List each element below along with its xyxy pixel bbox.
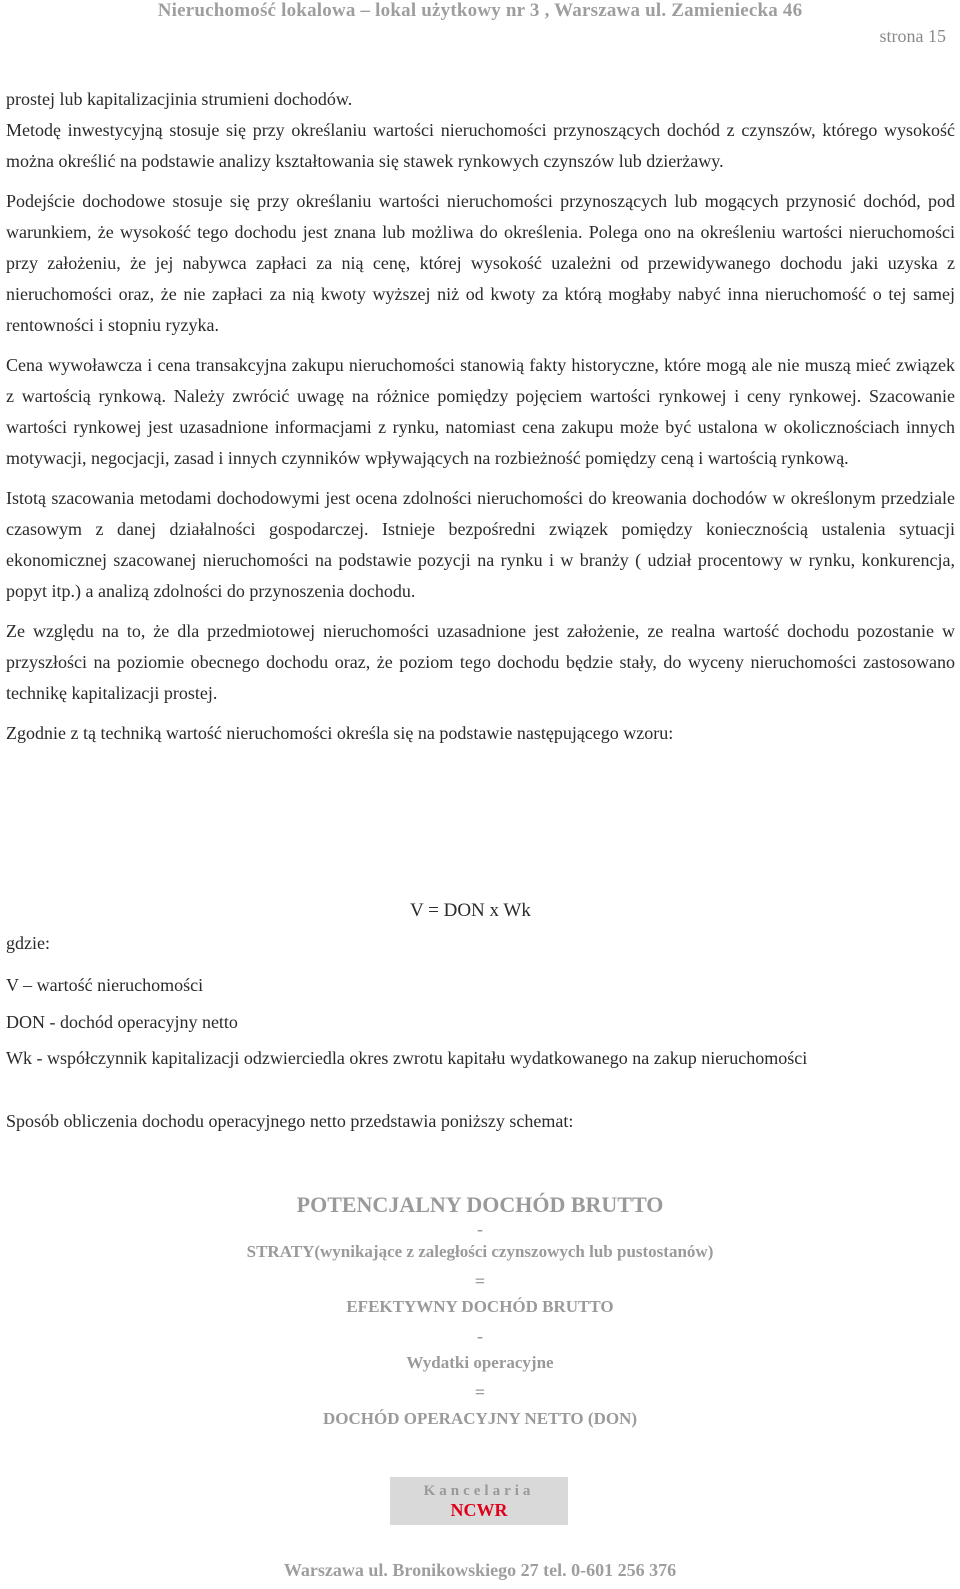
definition-wk: Wk - współczynnik kapitalizacji odzwierciedla okres zwrotu kapitału wydatkowanego na zakup nieruchomości (6, 1048, 808, 1068)
scheme-net-operating-income: DOCHÓD OPERACYJNY NETTO (DON) (322, 1409, 638, 1428)
footer-address: Warszawa ul. Bronikowskiego 27 tel. 0-601 256 376 (283, 1560, 677, 1580)
paragraph-6: Ze względu na to, że dla przedmiotowej nieruchomości uzasadnione jest założenie, ze realna wartość dochodu pozostanie w przyszłości na poziomie obecnego dochodu oraz, że poziom tego dochodu będzie stały, do wyceny nieruchomości zastosowano technikę kapitalizacji prostej. (6, 621, 955, 703)
header-title: Nieruchomość lokalowa – lokal użytkowy nr 3 , Warszawa ul. Zamieniecka 46 (157, 0, 803, 21)
logo-text-ncwr: NCWR (450, 1500, 508, 1520)
paragraph-5: Istotą szacowania metodami dochodowymi jest ocena zdolności nieruchomości do kreowania dochodów w określonym przedziale czasowym z danej działalności gospodarczej. Istnieje bezpośredni związek pomiędzy koniecznością ustalenia sytuacji ekonomicznej szacowanej nieruchomości na podstawie pozycji na rynku i w branży ( udział procentowy w rynku, konkurencja, popyt itp.) a analizą zdolności do przynoszenia dochodu. (6, 488, 955, 601)
scheme-operating-expenses: Wydatki operacyjne (406, 1353, 554, 1372)
definitions-intro: gdzie: (6, 933, 50, 953)
paragraph-1: prostej lub kapitalizacjinia strumieni dochodów. (6, 89, 353, 109)
definition-v: V – wartość nieruchomości (6, 975, 204, 995)
scheme-operator-equals: = (474, 1382, 486, 1402)
scheme-operator-equals: = (474, 1271, 486, 1291)
body-text (6, 84, 955, 749)
definition-don: DON - dochód operacyjny netto (6, 1012, 238, 1032)
scheme-operator-minus: - (477, 1219, 483, 1239)
scheme-losses: STRATY(wynikające z zaległości czynszowych lub pustostanów) (246, 1242, 714, 1261)
scheme-operator-minus: - (477, 1326, 483, 1346)
company-logo (390, 1477, 568, 1525)
page-number: strona 15 (879, 26, 946, 46)
paragraph-4: Cena wywoławcza i cena transakcyjna zakupu nieruchomości stanowią fakty historyczne, które mogą ale nie muszą mieć związek z wartością rynkową. Należy zwrócić uwagę na różnice pomiędzy pojęciem wartości rynkowej i ceny rynkowej. Szacowanie wartości rynkowej jest uzasadnione informacjami z rynku, natomiast cena zakupu może być ustalona w okolicznościach innych motywacji, negocjacji, zasad i innych czynników wpływających na rozbieżność pomiędzy ceną i wartością rynkową. (6, 355, 955, 468)
scheme-effective-gross-income: EFEKTYWNY DOCHÓD BRUTTO (346, 1297, 614, 1316)
paragraph-2: Metodę inwestycyjną stosuje się przy określaniu wartości nieruchomości przynoszących dochód z czynszów, którego wysokość można określić na podstawie analizy kształtowania się stawek rynkowych czynszów lub dzierżawy. (6, 120, 955, 171)
scheme-potential-gross-income: POTENCJALNY DOCHÓD BRUTTO (296, 1192, 664, 1217)
formula: V = DON x Wk (410, 900, 531, 921)
paragraph-7: Zgodnie z tą techniką wartość nieruchomości określa się na podstawie następującego wzoru: (6, 723, 674, 743)
paragraph-3: Podejście dochodowe stosuje się przy określaniu wartości nieruchomości przynoszących lub mogących przynosić dochód, pod warunkiem, że wysokość tego dochodu jest znana lub możliwa do określenia. Polega ono na określeniu wartości nieruchomości przy założeniu, że jej nabywca zapłaci za nią cenę, której wysokość uzależni od przewidywanego dochodu jaki uzyska z nieruchomości oraz, że nie zapłaci za nią kwoty wyższej niż od kwoty za którą mogłaby nabyć inna nieruchomość o tej samej rentowności i stopniu ryzyka. (6, 191, 955, 335)
logo-text-kancelaria: Kancelaria (423, 1483, 535, 1499)
scheme-intro: Sposób obliczenia dochodu operacyjnego netto przedstawia poniższy schemat: (6, 1111, 574, 1131)
